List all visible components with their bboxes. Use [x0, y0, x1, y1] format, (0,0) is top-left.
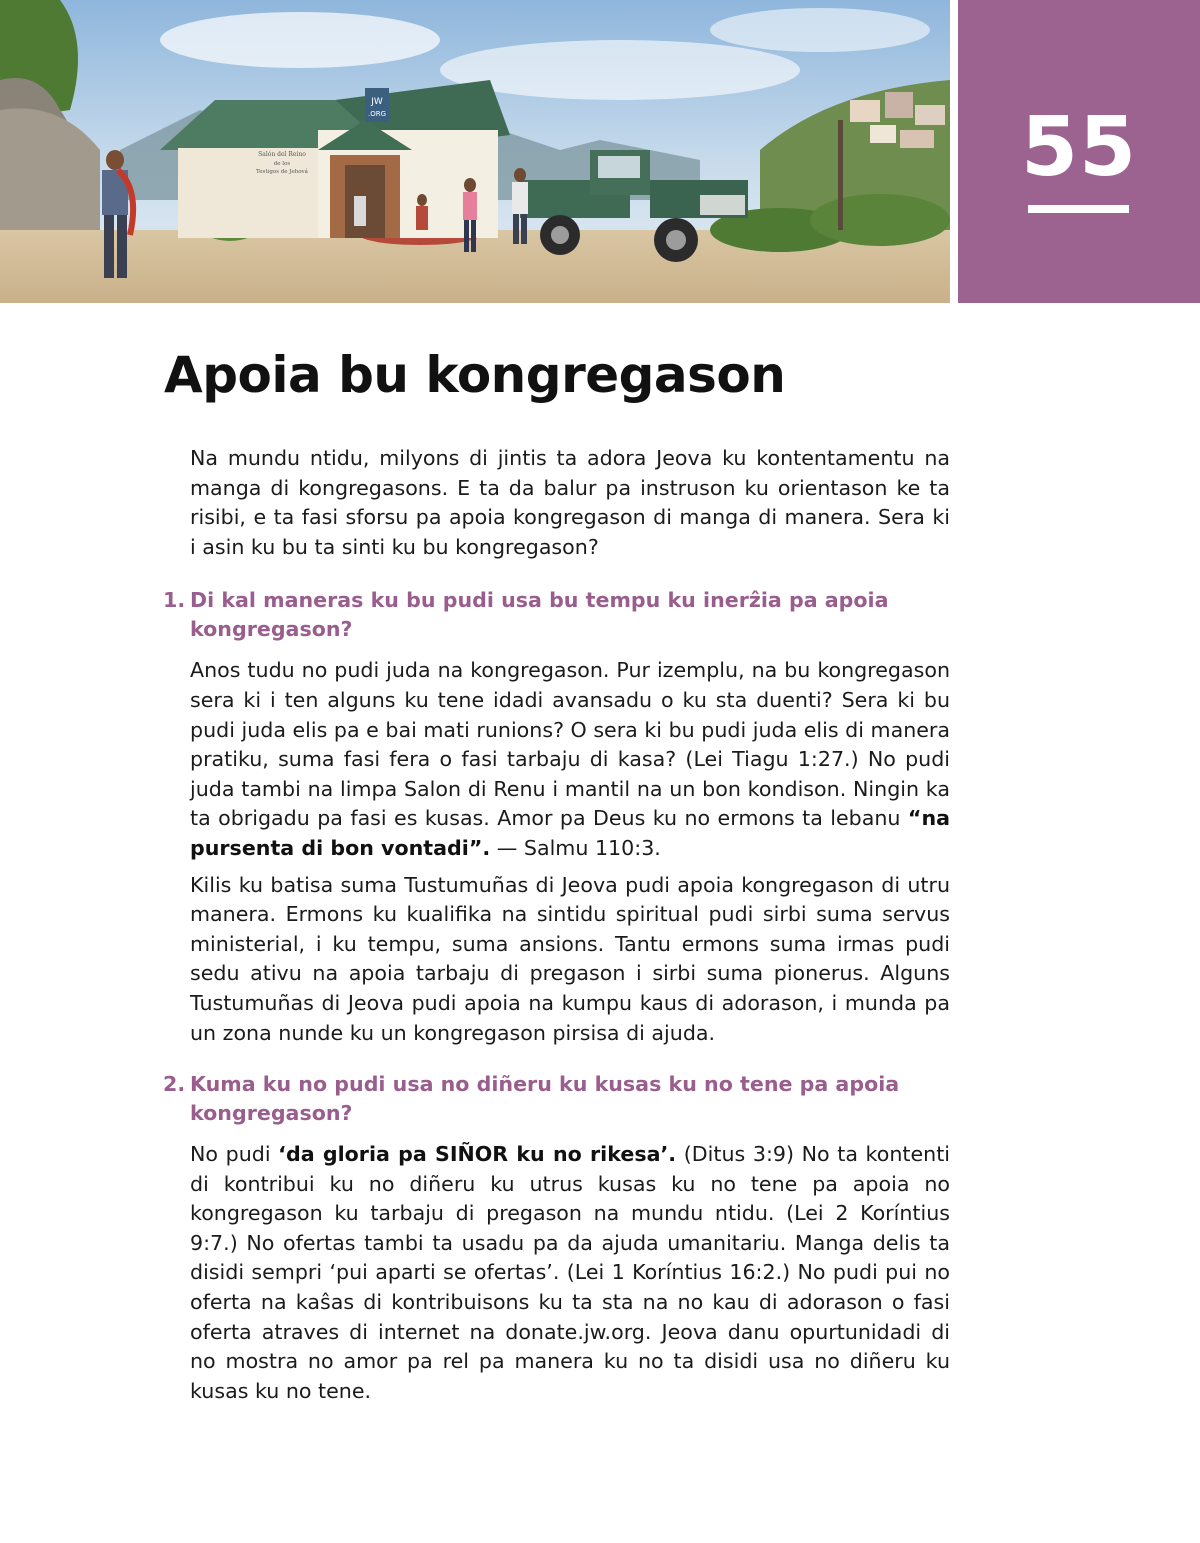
lesson-number: 55 — [1020, 100, 1138, 195]
question-1-text: Di kal maneras ku bu pudi usa bu tempu ku inerẑia pa apoia kongregason? — [190, 588, 889, 642]
answer-quote: “na pursenta di bon vontadi”. — [190, 806, 950, 860]
answer-text: (Ditus 3:9) No ta kontenti di kontribui ku no diñeru ku utrus kusas ku no tene pa apoia no kongregason ku tarbaju di pregason na mundu ntidu. (Lei 2 Koríntius 9:7.) No ofertas tambi ta usadu pa da ajuda umanitariu. Manga delis ta disidi sempri ‘pui aparti se ofertas’. (Lei 1 Koríntius 16:2.) No pudi pui no oferta na kaŝas di kontribuisons ku ta sta na no kau di adorason o fasi oferta atraves di internet na donate.jw.org. Jeova danu opurtunidadi di no mostra no amor pa rel pa manera ku no ta disidi usa no diñeru ku kusas ku no tene. — [190, 1142, 950, 1403]
hero-photo — [0, 0, 950, 303]
answer-citation: — Salmu 110:3. — [490, 835, 661, 860]
answer-text: Anos tudu no pudi juda na kongregason. Pur izemplu, na bu kongregason sera ki i ten alguns ku tene idadi avansadu o ku sta duenti? Sera ki bu pudi juda elis pa e bai mati runions? O sera ki bu pudi juda elis di manera pratiku, suma fasi fera o fasi tarbaju di kasa? (Lei Tiagu 1:27.) No pudi juda tambi na limpa Salon di Renu i mantil na un bon kondison. Ningin ka ta obrigadu pa fasi es kusas. Amor pa Deus ku no ermons ta lebanu — [190, 658, 950, 831]
intro-paragraph: Na mundu ntidu, milyons di jintis ta adora Jeova ku kontentamentu na manga di kongregasons. E ta da balur pa instruson ku orientason ke ta risibi, e ta fasi sforsu pa apoia kongregason di manga di manera. Sera ki i asin ku bu ta sinti ku bu kongregason? — [190, 446, 950, 559]
question-2-number: 2. — [163, 1072, 186, 1097]
lesson-number-badge — [958, 0, 1200, 303]
question-1-answer-paragraph-1 — [190, 656, 950, 863]
question-1-number: 1. — [163, 588, 186, 613]
sign-text-line-1: Salón del Reino — [258, 151, 306, 158]
sign-text-line-3: Testigos de Jehová — [256, 169, 308, 175]
sign-text-line-2: de los — [273, 161, 291, 167]
answer-intro: No pudi — [190, 1142, 279, 1167]
sign-logo-org: .ORG — [367, 110, 387, 118]
lesson-body — [163, 444, 950, 1413]
page-title: Apoia bu kongregason — [164, 346, 786, 404]
lesson-number-underline — [1028, 205, 1129, 213]
question-2-answer-paragraph-1 — [190, 1140, 950, 1406]
sign-logo-jw: JW — [371, 97, 383, 107]
answer-quote: ‘da gloria pa SIÑOR ku no rikesa’. — [278, 1142, 677, 1167]
question-2 — [163, 1070, 950, 1128]
question-2-text: Kuma ku no pudi usa no diñeru ku kusas ku no tene pa apoia kongregason? — [190, 1072, 900, 1126]
question-1-answer-paragraph-2: Kilis ku batisa suma Tustumuñas di Jeova pudi apoia kongregason di utru manera. Ermons ku kualifika na sintidu spiritual pudi sirbi suma servus ministerial, i ku tempu, suma ansions. Tantu ermons suma irmas pudi sedu ativu na apoia tarbaju di pregason i sirbi suma pionerus. Alguns Tustumuñas di Jeova pudi apoia na kumpu kaus di adorason, i munda pa un zona nunde ku un kongregason pirsisa di ajuda. — [190, 872, 950, 1045]
question-1 — [163, 586, 950, 644]
